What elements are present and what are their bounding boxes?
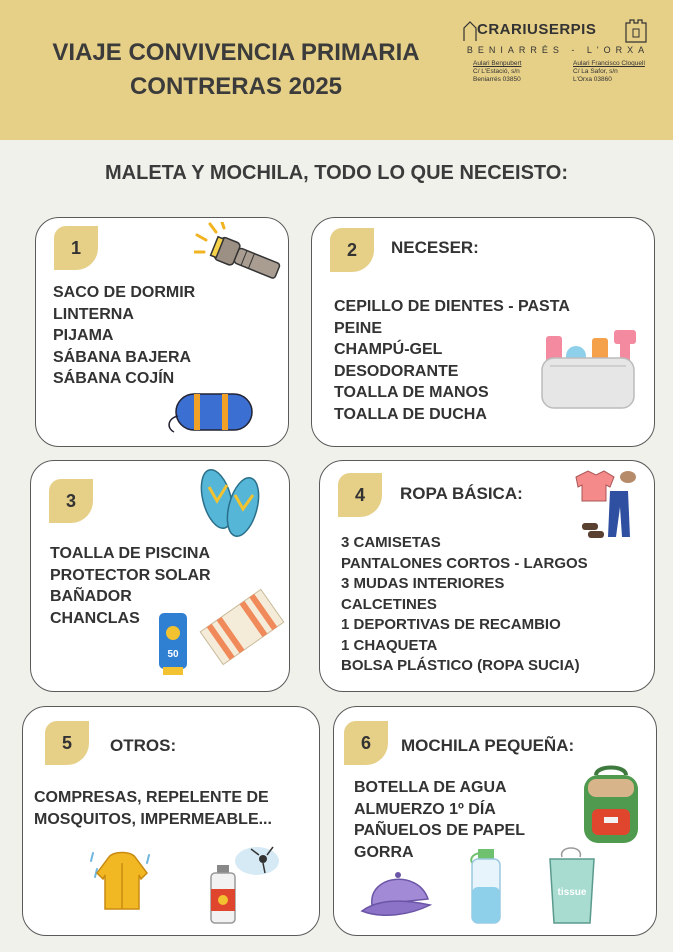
- card-4-title: ROPA BÁSICA:: [400, 484, 523, 503]
- card-number-4: 4: [338, 473, 382, 517]
- list-item: COMPRESAS, REPELENTE DE: [34, 789, 269, 806]
- sunscreen-icon: [155, 611, 191, 677]
- card-2-title: NECESER:: [391, 238, 479, 257]
- address-left-name: Aulari Benpubert: [473, 60, 522, 67]
- insect-repellent-icon: [205, 841, 287, 927]
- address-right-street: C/ La Safor, s/n: [573, 68, 618, 75]
- address-left-street: C/ L'Estació, s/n: [473, 68, 520, 75]
- list-item: 3 MUDAS INTERIORES: [341, 575, 505, 592]
- list-item: ALMUERZO 1º DÍA: [354, 800, 496, 818]
- list-item: GORRA: [354, 843, 414, 861]
- logo-arch-icon: [463, 20, 477, 42]
- address-left-town: Beniarrés 03850: [473, 76, 521, 83]
- list-item: LINTERNA: [53, 305, 134, 323]
- card-6-title: MOCHILA PEQUEÑA:: [401, 736, 575, 755]
- list-item: PROTECTOR SOLAR: [50, 566, 211, 584]
- card-3: [30, 460, 290, 692]
- list-item: TOALLA DE PISCINA: [50, 545, 211, 562]
- card-number-6: 6: [344, 721, 388, 765]
- water-bottle-icon: [464, 847, 508, 927]
- address-right: [573, 60, 645, 84]
- card-4-items: [341, 533, 588, 677]
- list-item: BOLSA PLÁSTICO (ROPA SUCIA): [341, 657, 580, 674]
- list-item: SÁBANA BAJERA: [53, 348, 192, 366]
- list-item: 3 CAMISETAS: [341, 534, 441, 551]
- sleeping-bag-icon: [164, 388, 256, 436]
- list-item: CEPILLO DE DIENTES - PASTA: [334, 298, 570, 315]
- list-item: PAÑUELOS DE PAPEL: [354, 822, 525, 839]
- page-subtitle: MALETA Y MOCHILA, TODO LO QUE NECEISTO:: [105, 162, 568, 184]
- card-6: [333, 706, 657, 936]
- title-line-2: CONTRERAS 2025: [129, 73, 343, 100]
- list-item: SÁBANA COJÍN: [53, 370, 175, 387]
- logo-subtitle: BENIARRÉS - L'ORXA: [466, 45, 650, 55]
- list-item: BOTELLA DE AGUA: [354, 779, 507, 796]
- card-4: [319, 460, 655, 692]
- logo-tower-icon: [625, 19, 647, 43]
- card-5: [22, 706, 320, 936]
- list-item: PEINE: [334, 319, 383, 337]
- card-2-items: [334, 296, 570, 425]
- address-right-name: Aulari Francisco Cloquell: [573, 60, 645, 67]
- address-left: [473, 60, 521, 84]
- card-5-items: [34, 787, 272, 830]
- card-number-3: 3: [49, 479, 93, 523]
- list-item: CHAMPÚ-GEL: [334, 341, 443, 358]
- flashlight-icon: [194, 222, 284, 288]
- address-right-town: L'Orxa 03860: [573, 76, 612, 83]
- clothes-icon: [570, 467, 640, 543]
- list-item: TOALLA DE DUCHA: [334, 405, 487, 423]
- school-logo: [463, 18, 653, 88]
- list-item: 1 CHAQUETA: [341, 636, 438, 654]
- card-number-5: 5: [45, 721, 89, 765]
- tissue-label: tissue: [557, 887, 587, 898]
- flip-flops-icon: [197, 465, 263, 541]
- list-item: PANTALONES CORTOS - LARGOS: [341, 554, 588, 572]
- card-number-2: 2: [330, 228, 374, 272]
- card-1-items: [53, 282, 195, 390]
- list-item: 1 DEPORTIVAS DE RECAMBIO: [341, 616, 561, 633]
- page-title: [36, 36, 436, 104]
- header-banner: [0, 0, 673, 140]
- list-item: MOSQUITOS, IMPERMEABLE...: [34, 810, 272, 828]
- list-item: SACO DE DORMIR: [53, 284, 196, 301]
- raincoat-icon: [87, 849, 157, 915]
- card-number-1: 1: [54, 226, 98, 270]
- card-1: [35, 217, 289, 447]
- tissues-icon: [544, 843, 600, 925]
- title-line-1: VIAJE CONVIVENCIA PRIMARIA: [52, 39, 420, 66]
- list-item: CHANCLAS: [50, 609, 140, 627]
- card-5-title: OTROS:: [110, 736, 177, 755]
- list-item: PIJAMA: [53, 327, 114, 344]
- list-item: DESODORANTE: [334, 362, 459, 380]
- list-item: CALCETINES: [341, 595, 437, 613]
- toiletry-bag-icon: [540, 324, 640, 414]
- sunscreen-label: 50: [167, 649, 179, 660]
- card-2: [311, 217, 655, 447]
- list-item: BAÑADOR: [50, 588, 132, 605]
- beach-towel-icon: [195, 583, 289, 671]
- backpack-icon: [578, 765, 644, 847]
- list-item: TOALLA DE MANOS: [334, 384, 489, 401]
- cap-icon: [358, 865, 440, 921]
- logo-name: CRARIUSERPIS: [477, 21, 597, 38]
